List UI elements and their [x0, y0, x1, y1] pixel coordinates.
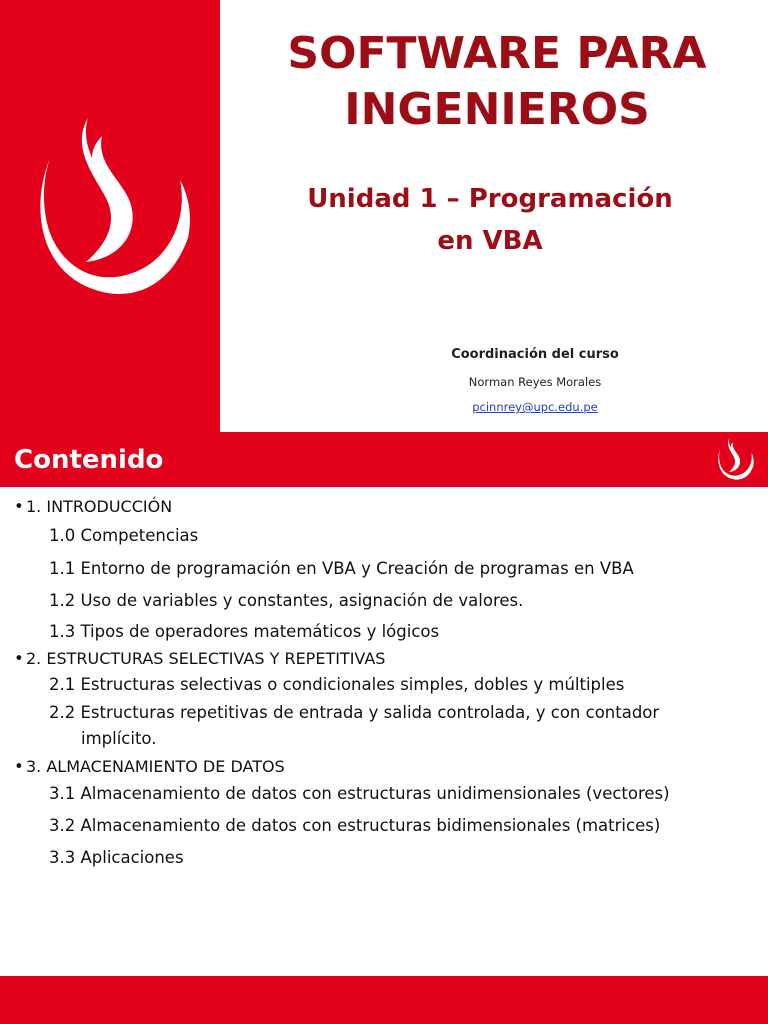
- title-slide: [0, 0, 768, 432]
- toc-subitem: 1.3 Tipos de operadores matemáticos y lógicos: [49, 622, 440, 641]
- toc-section-label: 1. INTRODUCCIÓN: [26, 497, 173, 516]
- toc-subitem: 3.1 Almacenamiento de datos con estructuras unidimensionales (vectores): [49, 784, 670, 803]
- toc-subitem: 3.3 Aplicaciones: [49, 848, 184, 867]
- author-email-link[interactable]: pcinnrey@upc.edu.pe: [472, 400, 598, 414]
- toc-subitem: 3.2 Almacenamiento de datos con estructuras bidimensionales (matrices): [49, 816, 661, 835]
- red-side-panel: [0, 0, 220, 432]
- contents-header-bar: [0, 432, 768, 487]
- toc-subitem: 2.1 Estructuras selectivas o condicionales simples, dobles y múltiples: [49, 675, 625, 694]
- presentation-title: [232, 26, 762, 138]
- toc-section-label: 2. ESTRUCTURAS SELECTIVAS Y REPETITIVAS: [26, 649, 386, 668]
- toc-section-label: 3. ALMACENAMIENTO DE DATOS: [26, 757, 285, 776]
- upc-logo-icon: [712, 438, 758, 482]
- toc-subitem: 1.0 Competencias: [49, 526, 199, 545]
- toc-subitem: 2.2 Estructuras repetitivas de entrada y salida controlada, y con contador: [49, 703, 660, 722]
- presentation-subtitle: [260, 178, 720, 262]
- toc-subitem: 1.1 Entorno de programación en VBA y Creación de programas en VBA: [49, 559, 634, 578]
- coordination-label: Coordinación del curso: [451, 347, 619, 362]
- footer-bar: [0, 976, 768, 1024]
- subtitle-line-1: Unidad 1 – Programación: [307, 184, 673, 214]
- subtitle-line-2: en VBA: [437, 226, 543, 256]
- toc-subitem: 1.2 Uso de variables y constantes, asignación de valores.: [49, 591, 524, 610]
- bullet-marker: •: [14, 649, 24, 668]
- bullet-marker: •: [14, 497, 24, 516]
- upc-logo-icon: [30, 118, 192, 304]
- contents-title: Contenido: [14, 445, 164, 475]
- toc-subitem-continuation: implícito.: [81, 729, 157, 748]
- author-name: Norman Reyes Morales: [468, 375, 602, 389]
- title-line-1: SOFTWARE PARA: [287, 28, 707, 79]
- title-line-2: INGENIEROS: [344, 84, 650, 135]
- contents-slide: [0, 432, 768, 1024]
- bullet-marker: •: [14, 757, 24, 776]
